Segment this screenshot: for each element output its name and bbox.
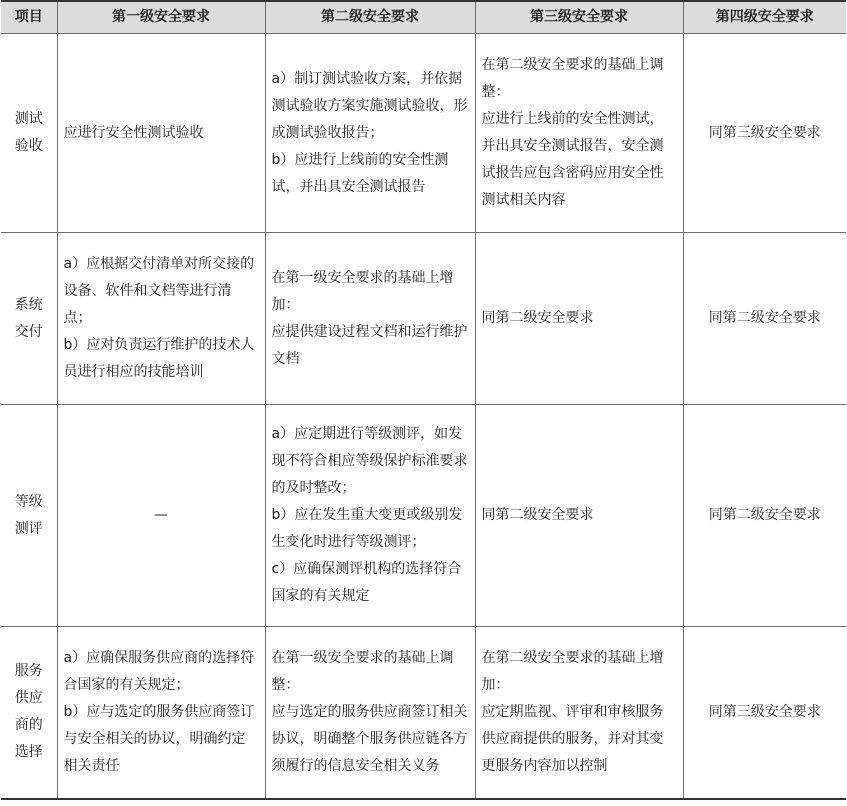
level3-cell — [475, 34, 683, 233]
header-item: 项目 — [1, 1, 57, 34]
header-level-1: 第一级安全要求 — [57, 1, 265, 34]
requirement-text: 应定期监视、评审和审核服务供应商提供的服务，并对其变更服务内容加以控制 — [481, 703, 664, 774]
requirement-text: b）应进行上线前的安全性测试，并出具安全测试报告 — [271, 151, 449, 195]
requirement-text: a）制订测试验收方案，并依据测试验收方案实施测试验收，形成测试验收报告； — [271, 70, 468, 141]
requirement-text: c）应确保测评机构的选择符合国家的有关规定 — [271, 561, 462, 604]
item-text: 交付 — [14, 323, 43, 340]
level4-cell — [683, 405, 846, 627]
item-cell — [1, 34, 57, 233]
requirement-text: a）应定期进行等级测评，如发现不符合相应等级保护标准要求的及时整改； — [271, 426, 468, 496]
table-row — [1, 34, 846, 233]
level2-cell — [265, 233, 475, 405]
requirement-text: 应进行安全性测试验收 — [63, 124, 204, 141]
item-text: 系统 — [14, 296, 43, 313]
header-level-4: 第四级安全要求 — [683, 1, 846, 34]
item-text: 测试 — [14, 111, 43, 127]
requirement-text: 应进行上线前的安全性测试，并出具安全测试报告，安全测试报告应包含密码应用安全性测试相关内容 — [481, 111, 664, 208]
requirement-text: 在第一级安全要求的基础上增加： — [271, 269, 454, 313]
level4-cell — [683, 34, 846, 233]
table-row — [1, 405, 846, 627]
table-row — [1, 627, 846, 799]
header-level-2: 第二级安全要求 — [265, 1, 475, 34]
requirement-text: 应与选定的服务供应商签订相关协议，明确整个服务供应链各方须履行的信息安全相关义务 — [271, 703, 468, 774]
item-text: 等级 — [14, 493, 43, 510]
level3-cell — [475, 405, 683, 627]
item-cell — [1, 627, 57, 799]
requirement-text: b）应在发生重大变更或级别发生变化时进行等级测评； — [271, 507, 463, 550]
requirement-text: 应提供建设过程文档和运行维护文档 — [271, 323, 468, 367]
requirement-text: a）应根据交付清单对所交接的设备、软件和文档等进行清点； — [63, 256, 255, 326]
level1-cell — [57, 405, 265, 627]
item-text: 验收 — [14, 138, 43, 154]
level1-cell — [57, 627, 265, 799]
requirement-text: 同第三级安全要求 — [708, 124, 821, 141]
level2-cell — [265, 405, 475, 627]
requirement-text: — — [154, 507, 168, 523]
requirement-text: b）应与选定的服务供应商签订与安全相关的协议，明确约定相关责任 — [63, 703, 255, 774]
requirement-text: 同第二级安全要求 — [481, 310, 594, 326]
requirement-text: b）应对负责运行维护的技术人员进行相应的技能培训 — [63, 337, 255, 380]
level4-cell — [683, 627, 846, 799]
item-text: 商的 — [14, 717, 43, 734]
requirement-text: 在第一级安全要求的基础上调整： — [271, 649, 454, 693]
header-level-3: 第三级安全要求 — [475, 1, 683, 34]
table-row — [1, 233, 846, 405]
item-text: 选择 — [14, 744, 43, 761]
requirement-text: 在第二级安全要求的基础上增加： — [481, 649, 664, 693]
level1-cell — [57, 233, 265, 405]
requirement-text: 同第三级安全要求 — [708, 703, 821, 720]
requirement-text: 同第二级安全要求 — [708, 507, 821, 523]
level4-cell — [683, 233, 846, 405]
level3-cell — [475, 627, 683, 799]
item-cell — [1, 405, 57, 627]
security-requirements-table — [1, 0, 846, 800]
item-cell — [1, 233, 57, 405]
item-text: 供应 — [14, 690, 43, 707]
level1-cell — [57, 34, 265, 233]
requirement-text: a）应确保服务供应商的选择符合国家的有关规定； — [63, 649, 255, 693]
header-row — [1, 1, 846, 34]
level2-cell — [265, 627, 475, 799]
requirement-text: 同第二级安全要求 — [708, 310, 821, 326]
level2-cell — [265, 34, 475, 233]
requirement-text: 在第二级安全要求的基础上调整： — [481, 57, 664, 100]
level3-cell — [475, 233, 683, 405]
requirement-text: 同第二级安全要求 — [481, 507, 594, 523]
item-text: 服务 — [14, 663, 43, 680]
item-text: 测评 — [14, 520, 43, 537]
